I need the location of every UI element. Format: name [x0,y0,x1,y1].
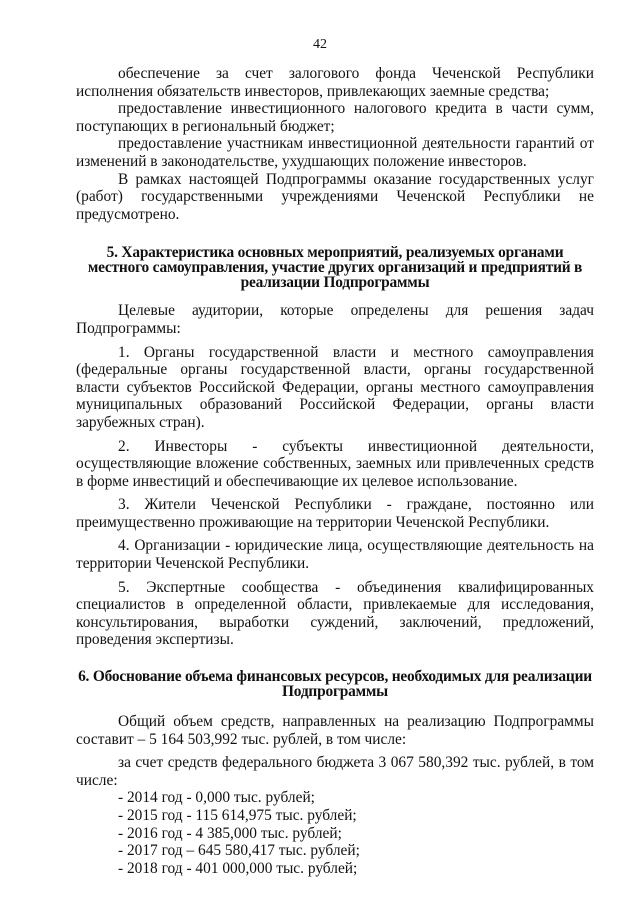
section-5-heading: 5. Характеристика основных мероприятий, реализуемых органами местного самоуправления, участие других организаций и предприятий в реализации Подпрограммы [87,244,583,292]
federal-funding-paragraph: за счет средств федерального бюджета 3 067 580,392 тыс. рублей, в том числе: [76,754,594,789]
paragraph: В рамках настоящей Подпрограммы оказание государственных услуг (работ) государственными учреждениями Чеченской Республики не предусмотрено. [76,170,594,223]
audience-item: 2. Инвесторы - субъекты инвестиционной деятельности, осуществляющие вложение собственных, заемных или привлеченных средств в форме инвестиций и обеспечивающие их целевое использование. [76,437,594,490]
page-content [76,65,594,877]
page-number: 42 [313,37,327,52]
funding-year-item: - 2017 год – 645 580,417 тыс. рублей; [118,842,360,860]
paragraph: предоставление участникам инвестиционной деятельности гарантий от изменений в законодательстве, ухудшающих положение инвесторов. [76,135,594,170]
funding-year-item: - 2014 год - 0,000 тыс. рублей; [118,789,315,807]
funding-year-item: - 2016 год - 4 385,000 тыс. рублей; [118,824,342,842]
audience-item: 4. Организации - юридические лица, осуществляющие деятельность на территории Чеченской Республики. [76,537,594,573]
funding-year-item: - 2018 год - 401 000,000 тыс. рублей; [118,859,358,877]
audience-item: 1. Органы государственной власти и местного самоуправления (федеральные органы государственной власти, органы государственной власти субъектов Российской Федерации, органы местного самоуправления муниципальных образований Российской Федерации, органы власти зарубежных стран). [76,343,594,431]
section-6-heading: 6. Обоснование объема финансовых ресурсов, необходимых для реализации Подпрограммы [78,668,592,701]
paragraph: обеспечение за счет залогового фонда Чеченской Республики исполнения обязательств инвесторов, привлекающих заемные средства; [76,65,594,100]
section-5-lead: Целевые аудитории, которые определены для решения задач Подпрограммы: [76,302,594,337]
paragraph: предоставление инвестиционного налогового кредита в части сумм, поступающих в региональный бюджет; [76,100,594,135]
funding-by-year-list [76,789,594,877]
total-funding-paragraph: Общий объем средств, направленных на реализацию Подпрограммы составит – 5 164 503,992 тыс. рублей, в том числе: [76,713,594,748]
funding-year-item: - 2015 год - 115 614,975 тыс. рублей; [118,807,357,824]
audience-item: 5. Экспертные сообщества - объединения квалифицированных специалистов в определенной области, привлекаемые для исследования, консультирования, выработки суждений, заключений, предложений, проведения экспертизы. [76,578,594,649]
audience-item: 3. Жители Чеченской Республики - граждане, постоянно или преимущественно проживающие на территории Чеченской Республики. [76,496,594,531]
